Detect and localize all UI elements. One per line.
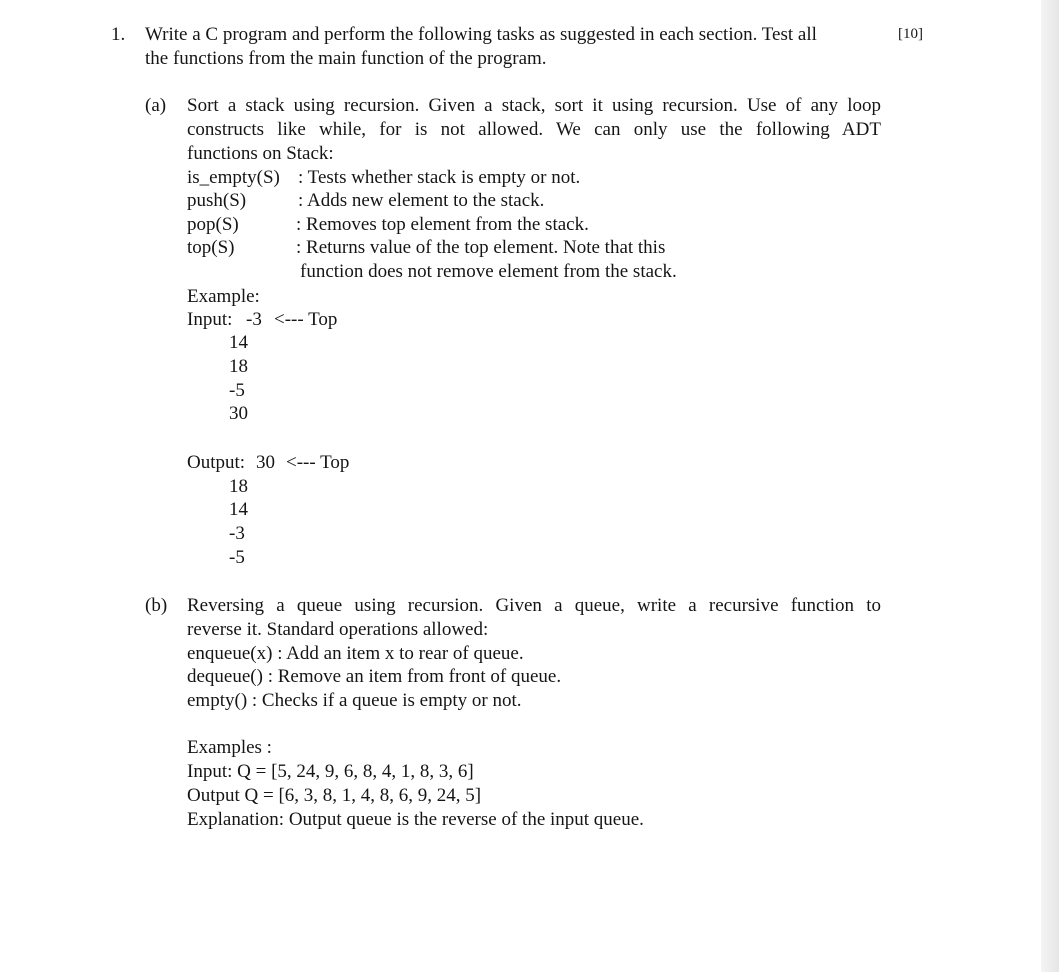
fn-name-push: push(S)	[187, 190, 247, 211]
output-value-3: -3	[229, 523, 245, 544]
output-value-0: 30	[256, 452, 275, 473]
fn-name-pop: pop(S)	[187, 214, 239, 235]
fn-desc-is-empty: : Tests whether stack is empty or not.	[298, 167, 581, 188]
queue-op-empty: empty() : Checks if a queue is empty or not.	[187, 690, 522, 711]
input-value-2: 18	[229, 356, 248, 377]
examples-label: Examples :	[187, 737, 272, 758]
part-b-line2: reverse it. Standard operations allowed:	[187, 619, 489, 640]
output-value-4: -5	[229, 547, 245, 568]
part-a-line1: Sort a stack using recursion. Given a stack, sort it using recursion. Use of any loop	[187, 95, 881, 116]
fn-desc-top: : Returns value of the top element. Note that this	[296, 237, 666, 258]
input-label: Input:	[187, 309, 233, 330]
part-b-label: (b)	[145, 595, 168, 616]
fn-desc-push: : Adds new element to the stack.	[298, 190, 545, 211]
input-top-marker: <--- Top	[274, 309, 338, 330]
question-number: 1.	[111, 24, 126, 45]
fn-name-is-empty: is_empty(S)	[187, 167, 280, 188]
question-marks: [10]	[898, 26, 923, 42]
queue-op-dequeue: dequeue() : Remove an item from front of queue.	[187, 666, 562, 687]
part-a-line3: functions on Stack:	[187, 143, 334, 164]
input-value-4: 30	[229, 403, 248, 424]
output-value-2: 14	[229, 499, 248, 520]
fn-name-top: top(S)	[187, 237, 235, 258]
queue-output-line: Output Q = [6, 3, 8, 1, 4, 8, 6, 9, 24, 5]	[187, 785, 482, 806]
input-value-1: 14	[229, 332, 248, 353]
queue-input-line: Input: Q = [5, 24, 9, 6, 8, 4, 1, 8, 3, 6]	[187, 761, 474, 782]
example-label: Example:	[187, 286, 260, 307]
input-value-0: -3	[246, 309, 262, 330]
queue-explanation: Explanation: Output queue is the reverse of the input queue.	[187, 809, 644, 830]
fn-desc-pop: : Removes top element from the stack.	[296, 214, 589, 235]
question-text-line2: the functions from the main function of the program.	[145, 48, 547, 69]
question-text-line1: Write a C program and perform the following tasks as suggested in each section. Test all	[145, 24, 817, 45]
part-a-label: (a)	[145, 95, 167, 116]
output-value-1: 18	[229, 476, 248, 497]
fn-desc-top-cont: function does not remove element from the stack.	[300, 261, 677, 282]
input-value-3: -5	[229, 380, 245, 401]
part-b-line1: Reversing a queue using recursion. Given a queue, write a recursive function to	[187, 595, 881, 616]
page-edge-shadow	[1041, 0, 1059, 972]
queue-op-enqueue: enqueue(x) : Add an item x to rear of queue.	[187, 643, 524, 664]
output-label: Output:	[187, 452, 246, 473]
output-top-marker: <--- Top	[286, 452, 350, 473]
part-a-line2: constructs like while, for is not allowed. We can only use the following ADT	[187, 119, 881, 140]
